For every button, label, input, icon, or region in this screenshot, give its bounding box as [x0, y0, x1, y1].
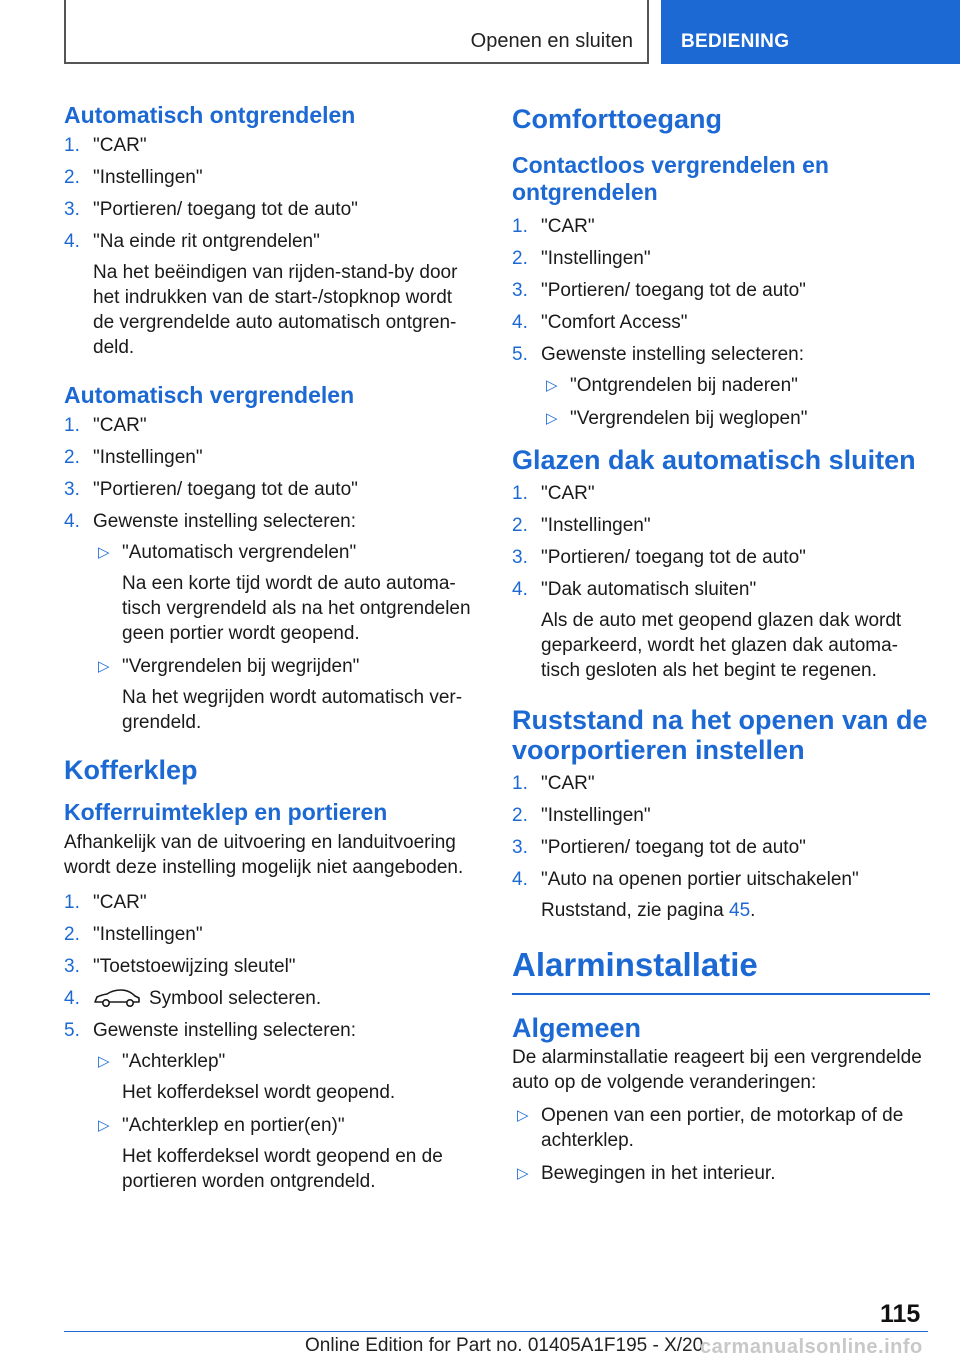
page-number: 115 — [880, 1300, 921, 1328]
heading-general: Algemeen — [512, 1013, 642, 1043]
step-description: Na het beëindigen van rijden-stand-by door het indrukken van de start-/stopknop wordt de vergrendelde auto automatisch ontgrendeld. — [93, 262, 458, 358]
heading-auto-lock: Automatisch vergrendelen — [64, 382, 355, 408]
heading-tailgate-doors: Kofferruimteklep en portieren — [64, 799, 388, 825]
car-icon — [93, 988, 141, 1008]
list-item: 3. "Portieren/ toegang tot de auto" — [512, 547, 806, 568]
option-item: ▷ "Vergrendelen bij weglopen" — [546, 408, 808, 429]
chapter-alarm: Alarminstallatie — [512, 945, 930, 995]
header-section-box — [64, 0, 649, 64]
heading-rest-state: Ruststand na het openen van de voorportieren instellen — [512, 705, 928, 765]
tailgate-steps — [64, 890, 476, 1194]
header-tab — [661, 0, 960, 64]
tailgate-intro: Afhankelijk van de uitvoering en landuitvoering wordt deze instelling mogelijk niet aangeboden. — [64, 832, 464, 878]
list-item: 2. "Instellingen" — [64, 167, 203, 188]
glass-roof-steps — [512, 481, 930, 683]
triangle-bullet-icon: ▷ — [98, 544, 110, 561]
list-item: 3. "Portieren/ toegang tot de auto" — [512, 280, 806, 301]
triangle-bullet-icon: ▷ — [517, 1165, 529, 1182]
auto-unlock-steps — [64, 133, 476, 360]
list-item: 5. Gewenste instelling selecteren: ▷ "Achterklep" Het kofferdeksel wordt geopend. ▷ "Achterklep en portier(en)" Het kofferdeksel wordt geopend en de portieren worden ontgrendeld. — [64, 1018, 476, 1194]
triangle-bullet-icon: ▷ — [98, 658, 110, 675]
heading-comfort: Comforttoegang — [512, 104, 722, 134]
comfort-options — [541, 373, 930, 431]
tab-label: BEDIENING — [681, 31, 790, 52]
list-item: 3. "Portieren/ toegang tot de auto" — [64, 479, 358, 500]
right-column — [512, 100, 930, 1194]
option-item: ▷ "Automatisch vergrendelen" Na een korte tijd wordt de auto automatisch vergrendeld als na het ontgrendelen geen portier wordt geopend. — [98, 542, 471, 644]
list-item: 4. "Na einde rit ontgrendelen" Na het beëindigen van rijden-stand-by door het indrukken van de start-/stopknop wordt de vergrendelde auto automatisch ontgrendeld. — [64, 229, 476, 360]
list-item: 5. Gewenste instelling selecteren: ▷ "Ontgrendelen bij naderen" ▷ "Vergrendelen bij weglopen" — [512, 342, 930, 431]
list-item: 1. "CAR" — [64, 415, 147, 436]
triangle-bullet-icon: ▷ — [546, 377, 558, 394]
list-item: 4. "Comfort Access" — [512, 312, 688, 333]
heading-tailgate: Kofferklep — [64, 755, 198, 785]
triangle-bullet-icon: ▷ — [517, 1107, 529, 1124]
list-item: 2. "Instellingen" — [512, 805, 651, 826]
list-item: 3. "Portieren/ toegang tot de auto" — [64, 199, 358, 220]
triangle-bullet-icon: ▷ — [546, 410, 558, 427]
step-description: Als de auto met geopend glazen dak wordt geparkeerd, wordt het glazen dak automatisch gesloten als het begint te regenen. — [541, 610, 902, 681]
rest-state-steps — [512, 771, 930, 923]
list-item: 2. "Instellingen" — [512, 515, 651, 536]
option-item: ▷ "Vergrendelen bij wegrijden" Na het wegrijden wordt automatisch vergrendeld. — [98, 656, 463, 733]
option-item: ▷ "Achterklep en portier(en)" Het kofferdeksel wordt geopend en de portieren worden ontgrendeld. — [98, 1115, 443, 1192]
list-item: 4. "Dak automatisch sluiten" Als de auto met geopend glazen dak wordt geparkeerd, wordt het glazen dak automatisch gesloten als het begint te regenen. — [512, 577, 930, 683]
list-item: 2. "Instellingen" — [512, 248, 651, 269]
left-column — [64, 100, 476, 1202]
page-reference-link[interactable]: 45 — [729, 900, 751, 921]
footer-watermark: carmanualsonline.info — [700, 1336, 923, 1358]
list-item: 3. "Toetstoewijzing sleutel" — [64, 956, 296, 977]
list-item: 4. Gewenste instelling selecteren: ▷ "Automatisch vergrendelen" Na een korte tijd wordt de auto automatisch vergrendeld als na het ontgrendelen geen portier wordt geopend. ▷ "Vergrendelen bij wegrijden" Na het wegrijden wordt automatisch vergrendeld. — [64, 509, 476, 735]
triangle-bullet-icon: ▷ — [98, 1053, 110, 1070]
list-item: 1. "CAR" — [512, 773, 595, 794]
list-item: 1. "CAR" — [64, 892, 147, 913]
list-item: 3. "Portieren/ toegang tot de auto" — [512, 837, 806, 858]
list-item: 1. "CAR" — [512, 216, 595, 237]
comfort-steps — [512, 214, 930, 431]
heading-contactless: Contactloos vergrendelen en ontgrendelen — [512, 152, 829, 205]
auto-lock-options — [93, 540, 476, 735]
auto-lock-steps — [64, 413, 476, 735]
list-item: ▷ Bewegingen in het interieur. — [517, 1163, 776, 1184]
heading-auto-unlock: Automatisch ontgrendelen — [64, 102, 356, 128]
list-item: 2. "Instellingen" — [64, 447, 203, 468]
footer-rule — [64, 1331, 928, 1332]
list-item: 1. "CAR" — [64, 135, 147, 156]
option-item: ▷ "Achterklep" Het kofferdeksel wordt geopend. — [98, 1051, 396, 1103]
step-description: Ruststand, zie pagina 45. — [541, 900, 756, 921]
list-item: 4. Symbool selecteren. — [64, 988, 322, 1009]
footer-edition: Online Edition for Part no. 01405A1F195 - X/20 — [305, 1335, 704, 1356]
list-item: 1. "CAR" — [512, 483, 595, 504]
heading-glass-roof: Glazen dak automatisch sluiten — [512, 445, 916, 475]
list-item: 2. "Instellingen" — [64, 924, 203, 945]
alarm-items — [512, 1103, 930, 1186]
list-item: ▷ Openen van een portier, de motorkap of de achterklep. — [517, 1105, 904, 1151]
tailgate-options — [93, 1049, 476, 1194]
section-title: Openen en sluiten — [470, 30, 633, 52]
option-item: ▷ "Ontgrendelen bij naderen" — [546, 375, 798, 396]
triangle-bullet-icon: ▷ — [98, 1117, 110, 1134]
list-item: 4. "Auto na openen portier uitschakelen" Ruststand, zie pagina 45. — [512, 867, 930, 923]
alarm-intro: De alarminstallatie reageert bij een vergrendelde auto op de volgende veranderingen: — [512, 1047, 922, 1093]
